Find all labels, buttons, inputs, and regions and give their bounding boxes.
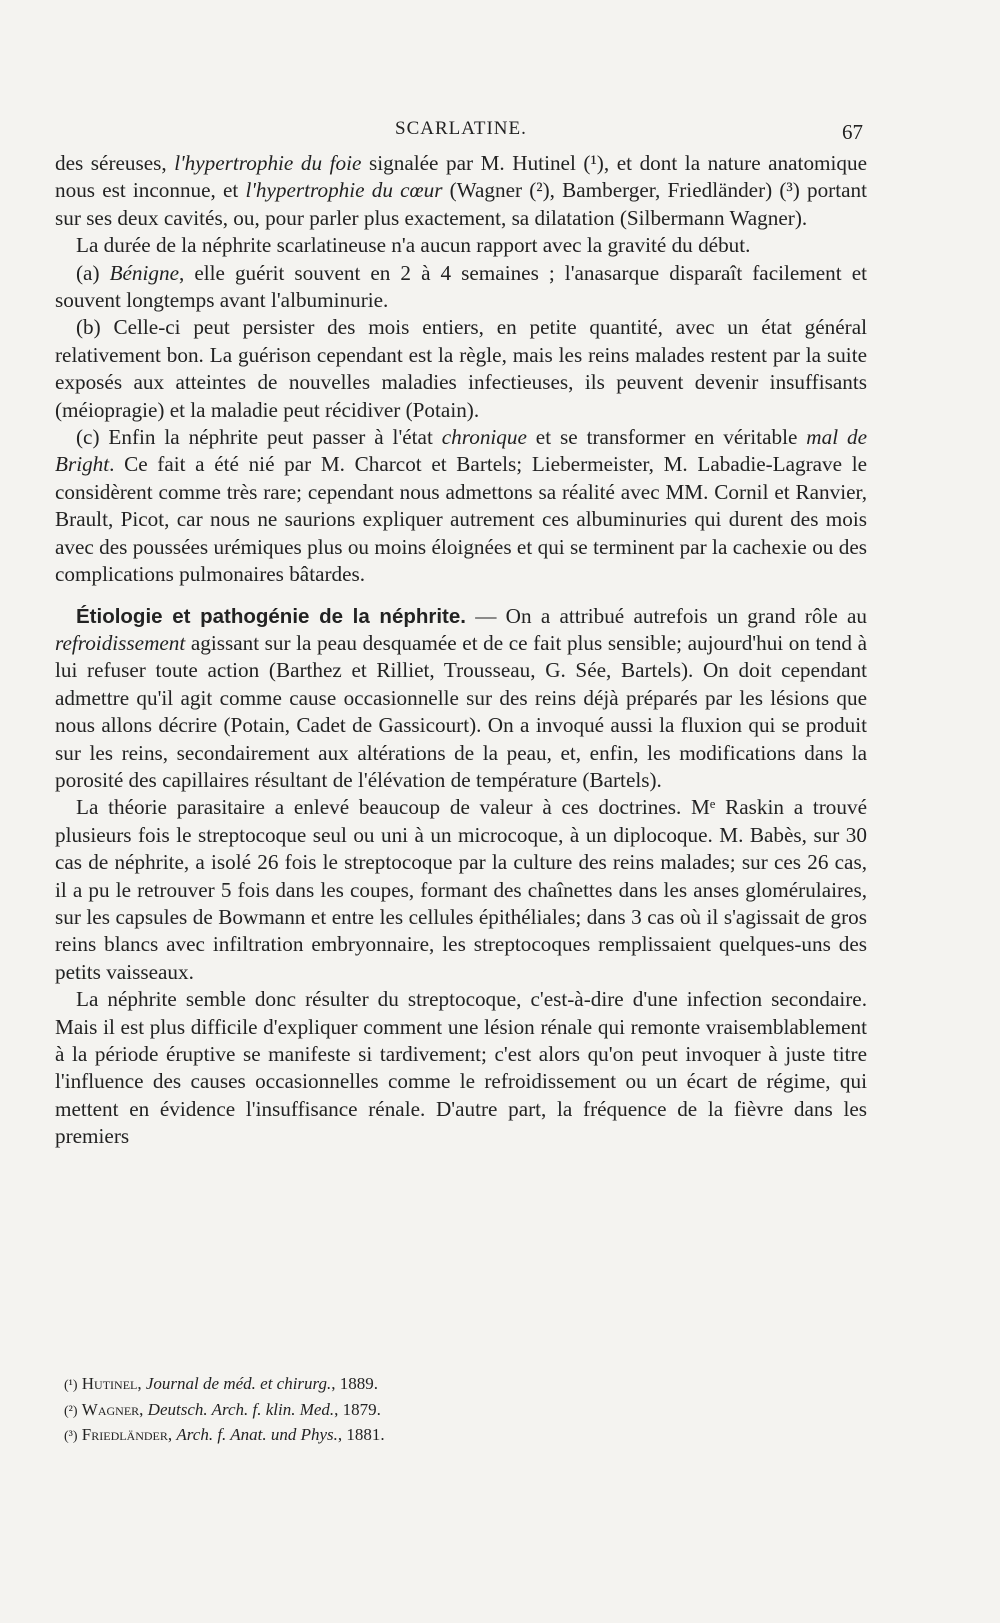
footnote-2: (²) Wagner, Deutsch. Arch. f. klin. Med., 1879. [64,1399,381,1419]
paragraph-2: La durée de la néphrite scarlatineuse n'a aucun rapport avec la gravité du début. [76,233,751,258]
page-header [0,118,1000,144]
paragraph-4: (b) Celle-ci peut persister des mois entiers, en petite quantité, avec un état général relativement bon. La guérison cependant est la règle, mais les reins malades restent par la suite exposés aux atteintes de nouvelles maladies infectieuses, ils peuvent devenir insuffisants (méiopragie) et la maladie peut récidiver (Potain). [55,315,867,422]
paragraph-8: La néphrite semble donc résulter du streptocoque, c'est-à-dire d'une infection secondaire. Mais il est plus difficile d'expliquer comment une lésion rénale qui remonte vraisemblablement à la période éruptive se manifeste si tardivement; c'est alors qu'on peut invoquer à juste titre l'influence des causes occasionnelles comme le refroidissement ou un écart de régime, qui mettent en évidence l'insuffisance rénale. D'autre part, la fréquence de la fièvre dans les premiers [55,987,867,1149]
running-title: SCARLATINE. [395,118,527,139]
section-heading: Étiologie et pathogénie de la néphrite. [76,604,466,628]
paragraph-5: (c) Enfin la néphrite peut passer à l'état chronique et se transformer en véritable mal de Bright. Ce fait a été nié par M. Charcot et Bartels; Liebermeister, M. Labadie-Lagrave le considèrent comme très rare; cependant nous admettons sa réalité avec MM. Cornil et Ranvier, Brault, Picot, car nous ne saurions expliquer autrement ces albuminuries qui durent des mois avec des poussées urémiques plus ou moins éloignées et qui se terminent par la cachexie ou des complications pulmonaires bâtardes. [55,425,867,587]
footnotes [64,1372,864,1449]
paragraph-6: Étiologie et pathogénie de la néphrite. — On a attribué autrefois un grand rôle au refroidissement agissant sur la peau desquamée et de ce fait plus sensible; aujourd'hui on tend à lui refuser toute action (Barthez et Rilliet, Trousseau, G. Sée, Bartels). On doit cependant admettre qu'il agit comme cause occasionnelle sur des reins déjà préparés par les lésions que nous allons décrire (Potain, Cadet de Gassicourt). On a invoqué aussi la fluxion qui se produit sur les reins, secondairement aux altérations de la peau, et, enfin, les modifications dans la porosité des capillaires résultant de l'élévation de température (Bartels). [55,603,867,792]
paragraph-1: des séreuses, l'hypertrophie du foie signalée par M. Hutinel (¹), et dont la nature anatomique nous est inconnue, et l'hypertrophie du cœur (Wagner (²), Bamberger, Friedländer) (³) portant sur ses deux cavités, ou, pour parler plus exactement, sa dilatation (Silbermann Wagner). [55,151,867,230]
footnote-3: (³) Friedländer, Arch. f. Anat. und Phys., 1881. [64,1425,385,1444]
paragraph-3: (a) Bénigne, elle guérit souvent en 2 à 4 semaines ; l'anasarque disparaît facilement et souvent longtemps avant l'albuminurie. [55,260,867,313]
page-number: 67 [842,120,863,144]
footnote-1: (¹) Hutinel, Journal de méd. et chirurg., 1889. [64,1374,379,1393]
paragraph-7: La théorie parasitaire a enlevé beaucoup de valeur à ces doctrines. Mᵉ Raskin a trouvé plusieurs fois le streptocoque seul ou uni à un microcoque, à un diplocoque. M. Babès, sur 30 cas de néphrite, a isolé 26 fois le streptocoque par la culture des reins malades; sur ces 26 cas, il a pu le retrouver 5 fois dans les coupes, formant des chaînettes dans les anses glomérulaires, sur les capsules de Bowmann et entre les cellules épithéliales; dans 3 cas où il s'agissait de gros reins blancs avec infiltration embryonnaire, les streptocoques remplissaient quelques-uns des petits vaisseaux. [55,795,867,984]
main-text [55,150,867,1151]
